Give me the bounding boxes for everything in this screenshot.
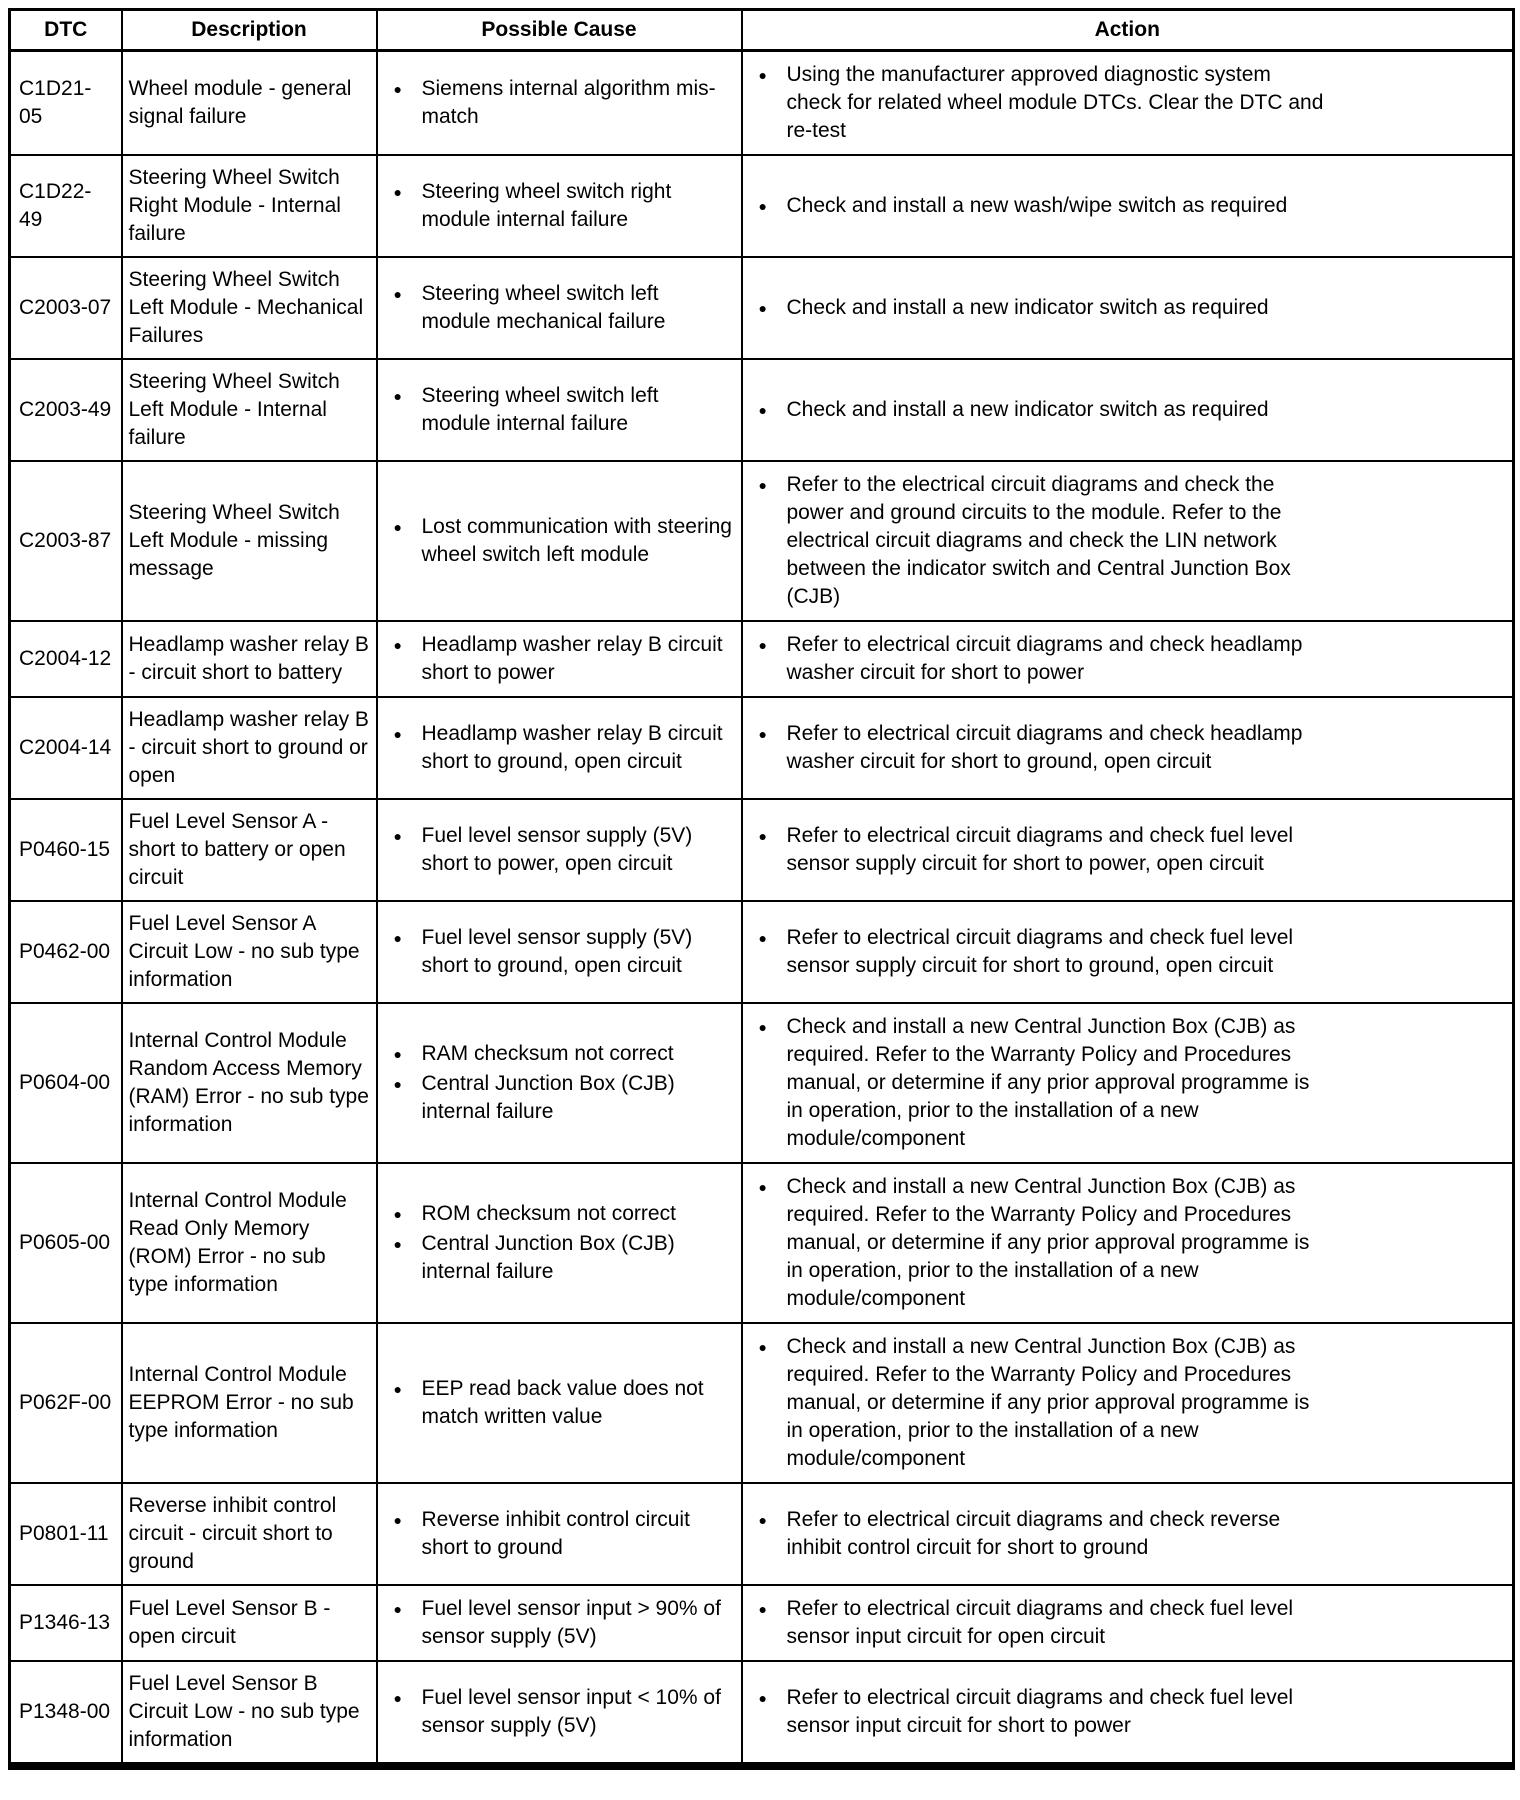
table-row (10, 1003, 1514, 1163)
bullet-list (759, 1684, 1505, 1740)
bullet-item (759, 61, 1505, 145)
table-row (10, 1585, 1514, 1661)
bullet-list (394, 1375, 733, 1431)
table-row (10, 51, 1514, 156)
bullet-item (759, 1013, 1505, 1153)
bullet-text: Steering wheel switch right module internal failure (421, 180, 672, 231)
table-row (10, 359, 1514, 461)
bullet-icon: ● (758, 1179, 767, 1195)
bullet-icon: ● (758, 1339, 767, 1355)
bullet-icon: ● (393, 1046, 402, 1062)
dtc-description: Reverse inhibit control circuit - circuit short to ground (122, 1483, 377, 1585)
bullet-icon: ● (393, 1512, 402, 1528)
bullet-item (394, 720, 733, 776)
dtc-code: P1348-00 (10, 1661, 122, 1766)
dtc-description: Wheel module - general signal failure (122, 51, 377, 156)
bullet-icon: ● (758, 300, 767, 316)
bullet-text: Lost communication with steering wheel switch left module (421, 515, 732, 566)
dtc-code: C2003-49 (10, 359, 122, 461)
bullet-text: Fuel level sensor supply (5V) short to power, open circuit (421, 824, 693, 875)
bullet-item (394, 513, 733, 569)
column-header-description: Description (122, 10, 377, 51)
bullet-list (394, 75, 733, 131)
action-cell (742, 1163, 1514, 1323)
bullet-text: Refer to electrical circuit diagrams and check reverse inhibit control circuit for short to ground (786, 1508, 1281, 1559)
bullet-item (394, 1040, 733, 1068)
possible-cause-cell (377, 359, 742, 461)
dtc-table-body (10, 51, 1514, 1767)
dtc-code: C1D21-05 (10, 51, 122, 156)
bullet-text: Refer to electrical circuit diagrams and check fuel level sensor input circuit for short to power (786, 1686, 1294, 1737)
possible-cause-cell (377, 1585, 742, 1661)
bullet-item (759, 1506, 1505, 1562)
bullet-list (759, 631, 1505, 687)
bullet-text: Refer to electrical circuit diagrams and check fuel level sensor supply circuit for short to ground, open circuit (786, 926, 1294, 977)
bullet-text: ROM checksum not correct (421, 1202, 676, 1225)
bullet-item (394, 924, 733, 980)
dtc-description: Internal Control Module Read Only Memory (ROM) Error - no sub type information (122, 1163, 377, 1323)
bullet-item (394, 75, 733, 131)
bullet-item (759, 822, 1505, 878)
bullet-text: Central Junction Box (CJB) internal failure (421, 1232, 675, 1283)
bullet-text: RAM checksum not correct (421, 1042, 674, 1065)
bullet-icon: ● (393, 930, 402, 946)
column-header-action: Action (742, 10, 1514, 51)
bullet-icon: ● (758, 930, 767, 946)
action-cell (742, 461, 1514, 621)
bullet-list (394, 1040, 733, 1126)
bullet-item (394, 280, 733, 336)
bullet-item (394, 631, 733, 687)
bullet-icon: ● (758, 1019, 767, 1035)
bullet-item (759, 720, 1505, 776)
bullet-list (759, 192, 1505, 220)
bullet-icon: ● (758, 1601, 767, 1617)
bullet-icon: ● (393, 637, 402, 653)
bullet-list (394, 1595, 733, 1651)
action-cell (742, 799, 1514, 901)
bullet-icon: ● (758, 198, 767, 214)
possible-cause-cell (377, 155, 742, 257)
bullet-list (759, 720, 1505, 776)
bullet-icon: ● (393, 1381, 402, 1397)
action-cell (742, 1483, 1514, 1585)
dtc-description: Internal Control Module Random Access Memory (RAM) Error - no sub type information (122, 1003, 377, 1163)
bullet-icon: ● (758, 402, 767, 418)
bullet-icon: ● (758, 726, 767, 742)
bullet-icon: ● (393, 286, 402, 302)
bullet-list (759, 61, 1505, 145)
bullet-text: Using the manufacturer approved diagnostic system check for related wheel module DTCs. Clear the DTC and re-test (786, 63, 1324, 142)
bullet-list (759, 396, 1505, 424)
bullet-text: EEP read back value does not match written value (421, 1377, 704, 1428)
bullet-item (394, 382, 733, 438)
bullet-list (759, 1013, 1505, 1153)
bullet-item (394, 1070, 733, 1126)
possible-cause-cell (377, 1003, 742, 1163)
bullet-text: Check and install a new Central Junction Box (CJB) as required. Refer to the Warranty Policy and Procedures manual, or determine if any prior approval programme is in operation, prior to the installation of a new module/component (786, 1015, 1310, 1150)
dtc-description: Headlamp washer relay B - circuit short to battery (122, 621, 377, 697)
dtc-description: Steering Wheel Switch Right Module - Internal failure (122, 155, 377, 257)
bullet-item (759, 924, 1505, 980)
bullet-list (759, 822, 1505, 878)
dtc-description: Internal Control Module EEPROM Error - no sub type information (122, 1323, 377, 1483)
bullet-text: Central Junction Box (CJB) internal failure (421, 1072, 675, 1123)
table-header-row (10, 10, 1514, 51)
dtc-description: Steering Wheel Switch Left Module - Internal failure (122, 359, 377, 461)
bullet-text: Refer to electrical circuit diagrams and check fuel level sensor input circuit for open circuit (786, 1597, 1294, 1648)
possible-cause-cell (377, 1483, 742, 1585)
bullet-icon: ● (393, 1206, 402, 1222)
bullet-list (394, 822, 733, 878)
action-cell (742, 697, 1514, 799)
possible-cause-cell (377, 621, 742, 697)
bullet-list (759, 1333, 1505, 1473)
bullet-text: Check and install a new Central Junction Box (CJB) as required. Refer to the Warranty Policy and Procedures manual, or determine if any prior approval programme is in operation, prior to the installation of a new module/component (786, 1335, 1310, 1470)
dtc-code: P0462-00 (10, 901, 122, 1003)
bullet-text: Refer to the electrical circuit diagrams and check the power and ground circuits to the module. Refer to the electrical circuit diagrams and check the LIN network between the indicator switch and Central Junction Box (CJB) (786, 473, 1291, 608)
bullet-text: Refer to electrical circuit diagrams and check headlamp washer circuit for short to ground, open circuit (786, 722, 1303, 773)
bullet-icon: ● (758, 477, 767, 493)
bullet-text: Check and install a new indicator switch as required (786, 296, 1269, 319)
bullet-icon: ● (393, 81, 402, 97)
table-row (10, 1661, 1514, 1766)
bullet-icon: ● (758, 828, 767, 844)
bullet-icon: ● (393, 388, 402, 404)
bullet-text: Check and install a new wash/wipe switch as required (786, 194, 1288, 217)
dtc-code: P1346-13 (10, 1585, 122, 1661)
bullet-icon: ● (393, 1690, 402, 1706)
bullet-list (394, 1684, 733, 1740)
bullet-text: Siemens internal algorithm mis-match (421, 77, 716, 128)
bullet-item (394, 1684, 733, 1740)
dtc-code: P0604-00 (10, 1003, 122, 1163)
dtc-code: C2003-07 (10, 257, 122, 359)
bullet-icon: ● (758, 1512, 767, 1528)
bullet-list (759, 1506, 1505, 1562)
bullet-list (394, 924, 733, 980)
table-row (10, 155, 1514, 257)
possible-cause-cell (377, 1163, 742, 1323)
bullet-item (759, 1173, 1505, 1313)
bullet-icon: ● (758, 637, 767, 653)
bullet-text: Refer to electrical circuit diagrams and check headlamp washer circuit for short to power (786, 633, 1303, 684)
bullet-icon: ● (393, 828, 402, 844)
action-cell (742, 1323, 1514, 1483)
bullet-item (394, 1200, 733, 1228)
bullet-list (394, 280, 733, 336)
bullet-list (394, 1200, 733, 1286)
dtc-description: Headlamp washer relay B - circuit short to ground or open (122, 697, 377, 799)
possible-cause-cell (377, 1323, 742, 1483)
bullet-list (394, 513, 733, 569)
bullet-text: Fuel level sensor supply (5V) short to ground, open circuit (421, 926, 693, 977)
bullet-text: Refer to electrical circuit diagrams and check fuel level sensor supply circuit for short to power, open circuit (786, 824, 1294, 875)
possible-cause-cell (377, 51, 742, 156)
bullet-text: Steering wheel switch left module internal failure (421, 384, 659, 435)
dtc-description: Fuel Level Sensor A - short to battery or open circuit (122, 799, 377, 901)
table-row (10, 799, 1514, 901)
table-row (10, 1323, 1514, 1483)
bullet-list (394, 382, 733, 438)
table-row (10, 257, 1514, 359)
bullet-list (394, 1506, 733, 1562)
table-row (10, 1163, 1514, 1323)
action-cell (742, 621, 1514, 697)
dtc-code: P0460-15 (10, 799, 122, 901)
bullet-text: Steering wheel switch left module mechanical failure (421, 282, 666, 333)
action-cell (742, 155, 1514, 257)
bullet-list (759, 1595, 1505, 1651)
bullet-list (759, 1173, 1505, 1313)
dtc-code: P062F-00 (10, 1323, 122, 1483)
bullet-item (759, 1595, 1505, 1651)
bullet-list (759, 294, 1505, 322)
action-cell (742, 1661, 1514, 1766)
table-row (10, 901, 1514, 1003)
bullet-item (759, 471, 1505, 611)
possible-cause-cell (377, 901, 742, 1003)
bullet-list (759, 471, 1505, 611)
dtc-code: P0605-00 (10, 1163, 122, 1323)
dtc-description: Fuel Level Sensor B - open circuit (122, 1585, 377, 1661)
table-row (10, 1483, 1514, 1585)
bullet-item (394, 1375, 733, 1431)
action-cell (742, 901, 1514, 1003)
dtc-code: C2003-87 (10, 461, 122, 621)
possible-cause-cell (377, 697, 742, 799)
bullet-item (394, 178, 733, 234)
bullet-text: Reverse inhibit control circuit short to ground (421, 1508, 690, 1559)
bullet-item (759, 631, 1505, 687)
bullet-icon: ● (393, 1601, 402, 1617)
dtc-description: Fuel Level Sensor B Circuit Low - no sub type information (122, 1661, 377, 1766)
bullet-icon: ● (393, 726, 402, 742)
dtc-description: Steering Wheel Switch Left Module - Mechanical Failures (122, 257, 377, 359)
bullet-item (759, 1333, 1505, 1473)
table-row (10, 461, 1514, 621)
bullet-item (394, 822, 733, 878)
table-row (10, 697, 1514, 799)
possible-cause-cell (377, 799, 742, 901)
bullet-item (759, 294, 1505, 322)
table-row (10, 621, 1514, 697)
bullet-text: Fuel level sensor input > 90% of sensor supply (5V) (421, 1597, 721, 1648)
dtc-code: C2004-12 (10, 621, 122, 697)
bullet-item (759, 192, 1505, 220)
action-cell (742, 257, 1514, 359)
bullet-text: Headlamp washer relay B circuit short to ground, open circuit (421, 722, 723, 773)
column-header-dtc: DTC (10, 10, 122, 51)
column-header-possible-cause: Possible Cause (377, 10, 742, 51)
bullet-list (394, 178, 733, 234)
action-cell (742, 1003, 1514, 1163)
bullet-icon: ● (758, 67, 767, 83)
bullet-icon: ● (393, 184, 402, 200)
bullet-item (759, 1684, 1505, 1740)
bullet-item (394, 1230, 733, 1286)
dtc-table (8, 8, 1515, 1770)
action-cell (742, 1585, 1514, 1661)
action-cell (742, 51, 1514, 156)
bullet-text: Check and install a new indicator switch as required (786, 398, 1269, 421)
bullet-icon: ● (393, 1076, 402, 1092)
dtc-code: C2004-14 (10, 697, 122, 799)
bullet-list (759, 924, 1505, 980)
bullet-icon: ● (393, 519, 402, 535)
bullet-text: Check and install a new Central Junction Box (CJB) as required. Refer to the Warranty Policy and Procedures manual, or determine if any prior approval programme is in operation, prior to the installation of a new module/component (786, 1175, 1310, 1310)
dtc-description: Steering Wheel Switch Left Module - missing message (122, 461, 377, 621)
dtc-description: Fuel Level Sensor A Circuit Low - no sub type information (122, 901, 377, 1003)
bullet-icon: ● (393, 1236, 402, 1252)
bullet-icon: ● (758, 1690, 767, 1706)
bullet-list (394, 631, 733, 687)
dtc-code: P0801-11 (10, 1483, 122, 1585)
bullet-text: Fuel level sensor input < 10% of sensor supply (5V) (421, 1686, 721, 1737)
possible-cause-cell (377, 461, 742, 621)
bullet-list (394, 720, 733, 776)
action-cell (742, 359, 1514, 461)
bullet-text: Headlamp washer relay B circuit short to power (421, 633, 723, 684)
bullet-item (394, 1506, 733, 1562)
dtc-code: C1D22-49 (10, 155, 122, 257)
possible-cause-cell (377, 257, 742, 359)
bullet-item (759, 396, 1505, 424)
possible-cause-cell (377, 1661, 742, 1766)
bullet-item (394, 1595, 733, 1651)
